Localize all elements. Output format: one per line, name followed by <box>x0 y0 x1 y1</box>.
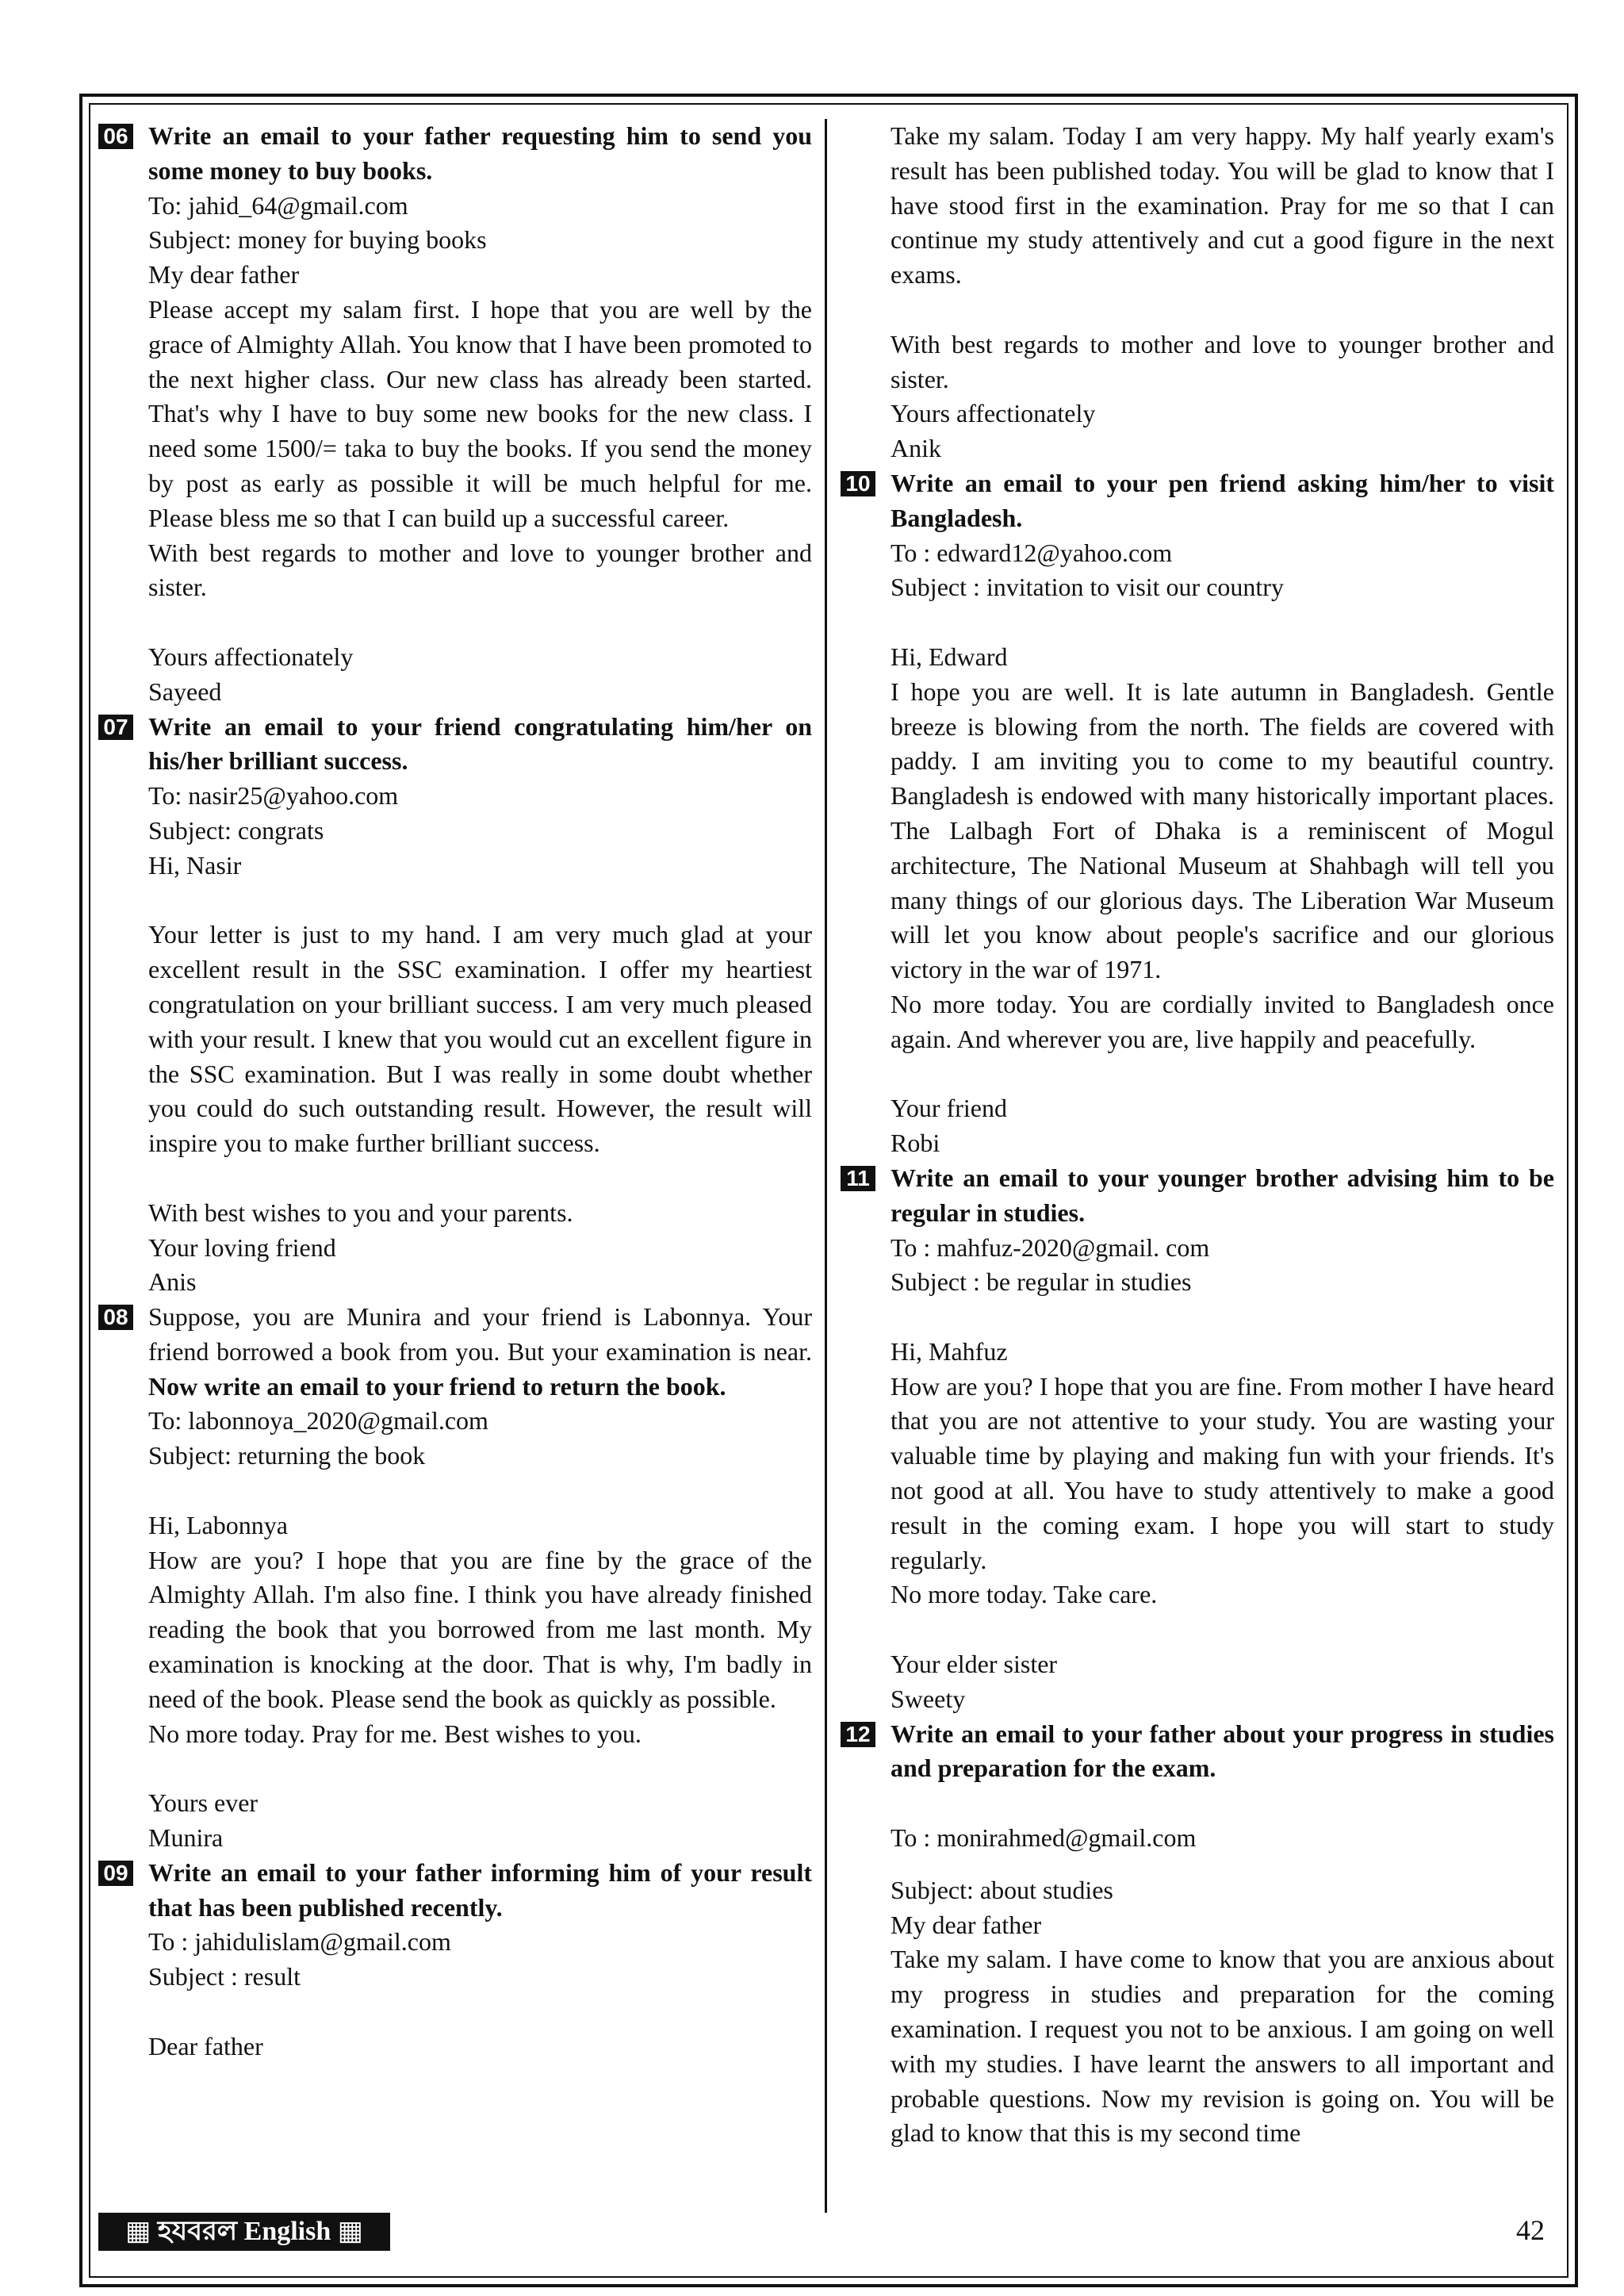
email-regards: With best regards to mother and love to younger brother and sister. <box>148 538 812 602</box>
email-sender: Robi <box>891 1129 940 1158</box>
question-title: Write an email to your father about your progress in studies and preparation for the exam. <box>891 1719 1554 1783</box>
email-subject: Subject: about studies <box>891 1875 1113 1904</box>
email-to: To: jahid_64@gmail.com <box>148 190 408 220</box>
book-series-tag <box>98 2213 390 2251</box>
question-12 <box>841 1717 1554 2152</box>
column-divider <box>825 119 827 2213</box>
question-title: Write an email to your younger brother advising him to be regular in studies. <box>891 1163 1554 1227</box>
question-number: 10 <box>841 471 875 496</box>
email-greeting: My dear father <box>148 260 300 289</box>
email-regards: No more today. Take care. <box>891 1580 1158 1609</box>
question-title: Now write an email to your friend to return the book. <box>148 1371 726 1401</box>
right-column <box>841 119 1554 2151</box>
email-regards: No more today. Pray for me. Best wishes to you. <box>148 1719 642 1748</box>
email-sender: Sayeed <box>148 677 222 706</box>
page-number: 42 <box>1516 2214 1545 2246</box>
email-to: To : monirahmed@gmail.com <box>891 1823 1197 1853</box>
email-greeting: My dear father <box>891 1910 1042 1939</box>
question-prompt <box>148 1300 812 1404</box>
book-icon: ▦ <box>337 2217 363 2246</box>
question-title: Write an email to your father requesting him to send you some money to buy books. <box>148 121 812 185</box>
question-intro: Suppose, you are Munira and your friend is Labonnya. Your friend borrowed a book from you. But your examination is near. <box>148 1302 812 1366</box>
question-11 <box>841 1161 1554 1717</box>
email-subject: Subject: money for buying books <box>148 225 487 255</box>
email-greeting: Hi, Edward <box>891 642 1008 671</box>
email-regards: With best wishes to you and your parents. <box>148 1198 573 1227</box>
email-body: Your letter is just to my hand. I am very much glad at your excellent result in the SSC examination. I offer my heartiest congratulation on your brilliant success. I am very much pleased with your result. I knew that you would cut an excellent figure in the SSC examination. But I was really in some doubt whether you could do such outstanding result. However, the result will inspire you to make further brilliant success. <box>148 920 812 1158</box>
email-body: How are you? I hope that you are fine by the grace of the Almighty Allah. I'm also fine. I think you have already finished reading the book that you borrowed from me last month. My examination is knocking at the door. That is why, I'm badly in need of the book. Please send the book as quickly as possible. <box>148 1545 812 1713</box>
question-number: 08 <box>98 1305 133 1330</box>
left-column <box>98 119 812 2064</box>
email-sender: Sweety <box>891 1684 966 1713</box>
email-sender: Anis <box>148 1267 197 1297</box>
email-to: To : jahidulislam@gmail.com <box>148 1927 451 1957</box>
question-08 <box>98 1300 812 1856</box>
email-subject: Subject : be regular in studies <box>891 1267 1192 1297</box>
email-subject: Subject : result <box>148 1962 301 1991</box>
question-09 <box>98 1856 812 2064</box>
email-closing: Your elder sister <box>891 1650 1058 1679</box>
question-title: Write an email to your father informing him of your result that has been published recently. <box>148 1857 812 1922</box>
email-closing: Your friend <box>891 1094 1007 1123</box>
email-to: To : edward12@yahoo.com <box>891 538 1173 567</box>
question-number: 12 <box>841 1722 875 1747</box>
email-to: To: labonnoya_2020@gmail.com <box>148 1406 488 1435</box>
question-number: 09 <box>98 1861 133 1886</box>
email-subject: Subject: congrats <box>148 815 324 845</box>
question-09-continued <box>841 119 1554 466</box>
email-regards: With best regards to mother and love to younger brother and sister. <box>891 329 1554 393</box>
email-subject: Subject : invitation to visit our country <box>891 573 1284 602</box>
book-series-label: হযবরল English <box>157 2217 331 2246</box>
email-sender: Munira <box>148 1823 224 1853</box>
book-icon: ▦ <box>125 2217 151 2246</box>
email-regards: No more today. You are cordially invited to Bangladesh once again. And wherever you are, live happily and peacefully. <box>891 989 1554 1053</box>
email-greeting: Hi, Labonnya <box>148 1510 288 1539</box>
email-subject: Subject: returning the book <box>148 1441 426 1470</box>
question-07 <box>98 710 812 1301</box>
email-closing: Yours affectionately <box>891 399 1096 428</box>
question-number: 06 <box>98 124 133 149</box>
email-body: Take my salam. Today I am very happy. My half yearly exam's result has been published today. You will be glad to know that I have stood first in the examination. Pray for me so that I can continue my study attentively and cut a good figure in the next exams. <box>891 121 1554 289</box>
email-greeting: Hi, Mahfuz <box>891 1336 1008 1366</box>
email-closing: Yours affectionately <box>148 642 354 671</box>
question-06 <box>98 119 812 710</box>
email-body: I hope you are well. It is late autumn in Bangladesh. Gentle breeze is blowing from the north. The fields are covered with paddy. I am inviting you to come to my beautiful country. Bangladesh is endowed with many historically important places. The Lalbagh Fort of Dhaka is a reminiscent of Mogul architecture, The National Museum at Shahbagh will tell you many things of our glorious days. The Liberation War Museum will let you know about people's sacrifice and our glorious victory in the war of 1971. <box>891 677 1554 984</box>
question-10 <box>841 466 1554 1161</box>
question-number: 11 <box>841 1166 875 1191</box>
email-greeting: Hi, Nasir <box>148 850 242 880</box>
email-body: Take my salam. I have come to know that you are anxious about my progress in studies and preparation for the coming examination. I request you not to be anxious. I am going on well with my studies. I have learnt the answers to all important and probable questions. Now my revision is going on. You will be glad to know that this is my second time <box>891 1945 1554 2148</box>
question-title: Write an email to your friend congratulating him/her on his/her brilliant success. <box>148 711 812 776</box>
email-closing: Your loving friend <box>148 1232 336 1262</box>
question-title: Write an email to your pen friend asking him/her to visit Bangladesh. <box>891 468 1554 532</box>
email-to: To : mahfuz-2020@gmail. com <box>891 1232 1210 1262</box>
email-body: Please accept my salam first. I hope that you are well by the grace of Almighty Allah. You know that I have been promoted to the next higher class. Our new class has already been started. That's why I have to buy some new books for the new class. I need some 1500/= taka to buy the books. If you send the money by post as early as possible it will be much helpful for me. Please bless me so that I can build up a successful career. <box>148 294 812 532</box>
email-greeting: Dear father <box>148 2031 263 2060</box>
email-body: How are you? I hope that you are fine. From mother I have heard that you are not attentive to your study. You are wasting your valuable time by playing and making fun with your friends. It's not good at all. You have to study attentively to make a good result in the coming exam. I hope you will start to study regularly. <box>891 1371 1554 1574</box>
email-sender: Anik <box>891 434 941 463</box>
email-to: To: nasir25@yahoo.com <box>148 781 399 811</box>
question-number: 07 <box>98 715 133 740</box>
email-closing: Yours ever <box>148 1788 259 1818</box>
